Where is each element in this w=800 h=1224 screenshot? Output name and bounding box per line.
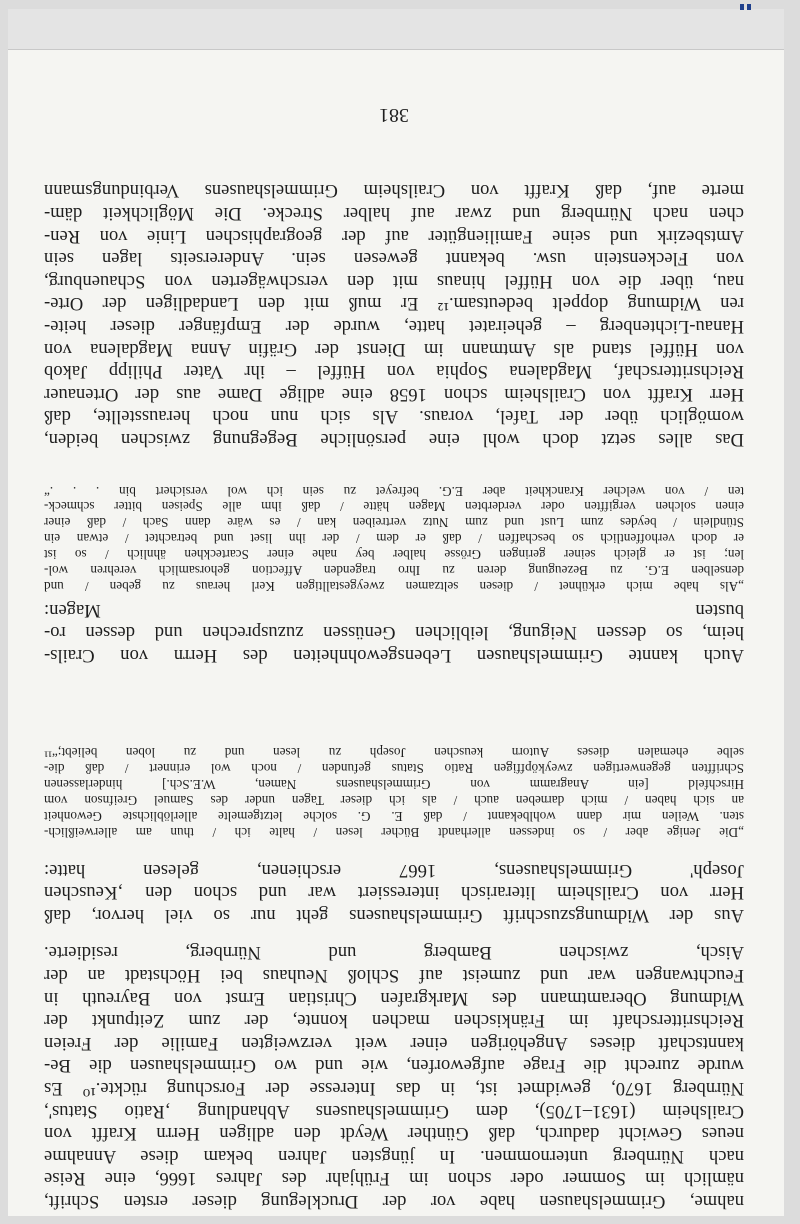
paragraph: nahme, Grimmelshausen habe vor der Drucklegung dieser ersten Schrift, nämlich im Sommer oder schon im Frühjahr des Jahres 1666, eine Reise nach Nürnberg unternommen. In jüngsten Jahren bekam diese Annahme neues Gewicht dadurch, daß Günther Weydt den adligen Herrn Krafft von Crailsheim (1631–1705), dem Grimmelshausens Abhandlung ‚Ratio Status', Nürnberg 1670, gewidmet ist, in das Interesse der Forschung rückte.¹⁰ Es wurde zurecht die Frage aufgeworfen, wie und wo Grimmelshausen die Be- kanntschaft dieses Angehörigen einer weit verzweigten Familie der Freien Reichsritterschaft im Fränkischen machen konnte, der zum Zeitpunkt der Widmung Oberamtmann des Markgrafen Christian Ernst von Bayreuth in Feuchtwangen war und zumeist auf Schloß Neuhaus bei Höchstadt an der Aisch, zwischen Bamberg und Nürnberg, residierte. [44, 942, 744, 1212]
paragraph: Aus der Widmungszuschrift Grimmelshausens geht nur so viel hervor, daß Herr von Crailsheim literarisch interessiert war und schon den ‚Keuschen Joseph' Grimmelshausens, 1667 erschienen, gelesen hatte: [44, 859, 744, 926]
scan-mark-icon [740, 4, 752, 10]
block-quote: „Die Jenige aber / so indessen allerhandt Bücher lesen / halte ich / thun am allerweißlich- sten. Weilen mir dann wohlbekannt / daß E. G. solche letztgemelte allerlöblichste Gewonheit an sich haben / mich darneben auch / als ich dieser Tagen under des Samuel Greifnson vom Hirschfeld [ein Anagramm von Grimmelshausens Namen, W.E.Sch.] hinderlassenen Schrifften gegenwertigen zweyköpffigen Ratio Status gefunden / noch wol erinnert / daß die- selbe ehemalen dieses Autorn keuschen Joseph zu lesen und zu loben beliebt;“¹¹ [44, 745, 744, 840]
paragraph: Auch kannte Grimmelshausen Lebensgewohnheiten des Herrn von Crails- heim, so dessen Neigung, leiblichen Genüssen zuzusprechen und dessen ro- busten Magen: [44, 599, 744, 666]
block-quote: „Als habe mich erkühnet / diesen seltzamen zweygestalltigen Kerl heraus zu geben / und denselben E.G. zu Bezeugung deren zu Ihro tragenden Affection gehorsamlich verehren wol- len; ist er gleich seiner geringen Grösse halber bey nahe einer Scarteckhen ähnlich / so ist er doch verhoffentlich so beschaffen / daß er dem / der ihn liset und betrachtet / etwan ein Stündlein / beydes zum Lust und zum Nutz vertreiben kan / es wäre dann Sach / daß einer einen solchen vergifften oder verderbten Magen hätte / daß ihm alle Speisen bitter schmeck- ten / von welcher Kranckheit aber E.G. befreyet zu sein ich wol versichert bin . . .“ [44, 483, 744, 594]
page-number: 381 [379, 104, 409, 126]
book-page [8, 10, 784, 1216]
paragraph: Das alles setzt doch wohl eine persönliche Begegnung zwischen beiden, womöglich über der Tafel, voraus. Als sich nun noch herausstellte, daß Herr Krafft von Crailsheim schon 1658 eine adlige Dame aus der Ortenauer Reichsritterschaf, Magdalena Sophia von Hüffel – ihr Vater Philipp Jakob von Hüffel stand als Amtmann im Dienst der Gräfin Anna Magdalena von Hanau-Lichtenberg – geheiratet hatte, wurde der Empfänger dieser heite- ren Widmung doppelt bedeutsam.¹² Er muß mit den Landadligen der Orte- nau, über die von Hüffel hinaus mit den verschwägerten von Schauenburg, von Fleckenstein usw. bekannt gewesen sein. Andererseits lagen sein Amtsbezirk und seine Familiengüter auf der geographischen Linie von Ren- chen nach Nürnberg und zwar auf halber Strecke. Die Möglichkeit däm- merte auf, daß Krafft von Crailsheim Grimmelshausens Verbindungsmann [44, 180, 744, 450]
scan-footer [8, 9, 784, 50]
